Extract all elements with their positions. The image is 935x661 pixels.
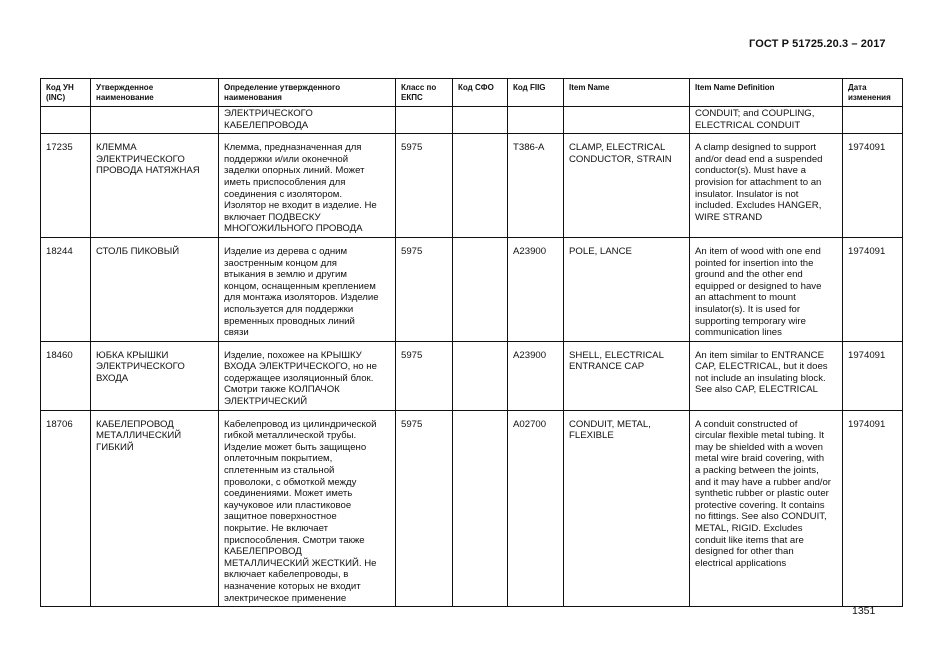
- cell-inc: 18706: [41, 410, 91, 607]
- cell-item-definition: A conduit constructed of circular flexible metal tubing. It may be shielded with a woven metal wire braid covering, with a packing between the joints, and it may have a rubber and/or synthetic rubber or plastic outer protective covering. It contains no fittings. See also CONDUIT, METAL, RIGID. Excludes conduit like items that are designed for other than electrical applications: [690, 410, 843, 607]
- cell-fiig: [508, 107, 564, 134]
- cell-date: [843, 107, 903, 134]
- cell-item-definition: A clamp designed to support and/or dead end a suspended conductor(s). Must have a provision for attachment to an insulator. Insulator is not included. Excludes HANGER, WIRE STRAND: [690, 134, 843, 238]
- col-header-item-name: Item Name: [564, 79, 690, 107]
- page-number: 1351: [852, 605, 876, 617]
- cell-class: 5975: [396, 341, 453, 410]
- cell-definition: Кабелепровод из цилиндрической гибкой металлической трубы. Изделие может быть защищено оплеточным покрытием, сплетенным из стальной проволоки, с обмоткой между соединениями. Может иметь каучуковое или пластиковое защитное поверхностное покрытие. Не включает приспособления. Смотри также КАБЕЛЕПРОВОД МЕТАЛЛИЧЕСКИЙ ЖЕСТКИЙ. Не включает кабелепроводы, в назначение которых не входит электрическое применение: [219, 410, 396, 607]
- cell-item-name: POLE, LANCE: [564, 237, 690, 341]
- cell-inc: 18244: [41, 237, 91, 341]
- cell-item-definition: CONDUIT; and COUPLING, ELECTRICAL CONDUIT: [690, 107, 843, 134]
- catalog-table: [40, 78, 903, 607]
- col-header-item-definition: Item Name Definition: [690, 79, 843, 107]
- col-header-approved-name: Утвержденное наименование: [91, 79, 219, 107]
- document-id: ГОСТ Р 51725.20.3 – 2017: [749, 38, 886, 50]
- table-row: [41, 134, 903, 238]
- cell-date: 1974091: [843, 410, 903, 607]
- col-header-date: Дата изменения: [843, 79, 903, 107]
- table-row: [41, 237, 903, 341]
- cell-date: 1974091: [843, 341, 903, 410]
- cell-approved-name: ЮБКА КРЫШКИ ЭЛЕКТРИЧЕСКОГО ВХОДА: [91, 341, 219, 410]
- cell-fiig: A23900: [508, 341, 564, 410]
- cell-sfo: [453, 107, 508, 134]
- cell-date: 1974091: [843, 134, 903, 238]
- cell-sfo: [453, 341, 508, 410]
- cell-sfo: [453, 237, 508, 341]
- cell-item-name: SHELL, ELECTRICAL ENTRANCE CAP: [564, 341, 690, 410]
- cell-definition: Клемма, предназначенная для поддержки и/или оконечной заделки опорных линий. Может иметь приспособления для соединения с изолятором. Изолятор не входит в изделие. Не включает ПОДВЕСКУ МНОГОЖИЛЬНОГО ПРОВОДА: [219, 134, 396, 238]
- cell-item-definition: An item similar to ENTRANCE CAP, ELECTRICAL, but it does not include an insulating block. See also CAP, ELECTRICAL: [690, 341, 843, 410]
- cell-definition: ЭЛЕКТРИЧЕСКОГО КАБЕЛЕПРОВОДА: [219, 107, 396, 134]
- col-header-sfo: Код СФО: [453, 79, 508, 107]
- cell-inc: 17235: [41, 134, 91, 238]
- cell-class: 5975: [396, 237, 453, 341]
- cell-approved-name: КЛЕММА ЭЛЕКТРИЧЕСКОГО ПРОВОДА НАТЯЖНАЯ: [91, 134, 219, 238]
- cell-definition: Изделие, похожее на КРЫШКУ ВХОДА ЭЛЕКТРИЧЕСКОГО, но не содержащее изоляционный блок. Смотри также КОЛПАЧОК ЭЛЕКТРИЧЕСКИЙ: [219, 341, 396, 410]
- cell-sfo: [453, 410, 508, 607]
- cell-fiig: A02700: [508, 410, 564, 607]
- cell-approved-name: СТОЛБ ПИКОВЫЙ: [91, 237, 219, 341]
- cell-definition: Изделие из дерева с одним заостренным концом для втыкания в землю и другим концом, оснащенным креплением для монтажа изоляторов. Изделие используется для поддержки временных проводных линий связи: [219, 237, 396, 341]
- cell-approved-name: КАБЕЛЕПРОВОД МЕТАЛЛИЧЕСКИЙ ГИБКИЙ: [91, 410, 219, 607]
- cell-approved-name: [91, 107, 219, 134]
- col-header-inc: Код УН (INC): [41, 79, 91, 107]
- col-header-class: Класс по ЕКПС: [396, 79, 453, 107]
- col-header-fiig: Код FIIG: [508, 79, 564, 107]
- cell-fiig: T386-A: [508, 134, 564, 238]
- cell-item-name: CLAMP, ELECTRICAL CONDUCTOR, STRAIN: [564, 134, 690, 238]
- table-body: [41, 107, 903, 607]
- cell-item-name: CONDUIT, METAL, FLEXIBLE: [564, 410, 690, 607]
- cell-inc: [41, 107, 91, 134]
- cell-class: 5975: [396, 410, 453, 607]
- cell-item-name: [564, 107, 690, 134]
- col-header-definition: Определение утвержденного наименования: [219, 79, 396, 107]
- cell-fiig: A23900: [508, 237, 564, 341]
- cell-inc: 18460: [41, 341, 91, 410]
- cell-date: 1974091: [843, 237, 903, 341]
- cell-class: [396, 107, 453, 134]
- cell-item-definition: An item of wood with one end pointed for insertion into the ground and the other end equipped or designed to have an attachment to mount insulator(s). It is used for supporting temporary wire communication lines: [690, 237, 843, 341]
- table-row: [41, 410, 903, 607]
- cell-class: 5975: [396, 134, 453, 238]
- table-row: [41, 107, 903, 134]
- table-row: [41, 341, 903, 410]
- table-header: [41, 79, 903, 107]
- cell-sfo: [453, 134, 508, 238]
